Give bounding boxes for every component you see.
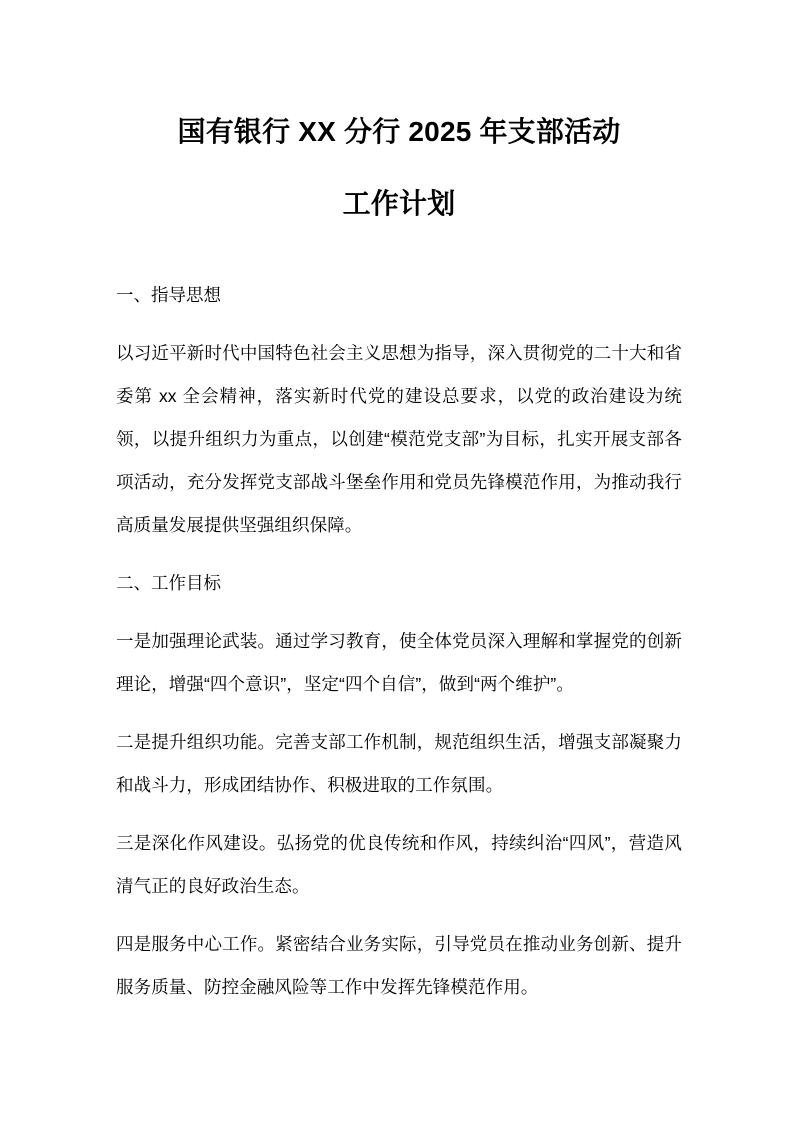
section-paragraph-work-objectives-3: 三是深化作风建设。弘扬党的优良传统和作风，持续纠治“四风”，营造风清气正的良好政治生态。: [116, 833, 682, 896]
section-paragraph-work-objectives-2: 二是提升组织功能。完善支部工作机制，规范组织生活，增强支部凝聚力和战斗力，形成团结协作、积极进取的工作氛围。: [116, 732, 682, 795]
page-title: [116, 96, 682, 240]
section-paragraph-work-objectives-4: 四是服务中心工作。紧密结合业务实际，引导党员在推动业务创新、提升服务质量、防控金融风险等工作中发挥先锋模范作用。: [116, 934, 682, 997]
page-title-line-2: 工作计划: [342, 188, 456, 219]
section-paragraph-guiding-ideology-1: 以习近平新时代中国特色社会主义思想为指导，深入贯彻党的二十大和省委第 xx 全会精神，落实新时代党的建设总要求，以党的政治建设为统领，以提升组织力为重点，以创建“模范党支部”为目标，扎实开展支部各项活动，充分发挥党支部战斗堡垒作用和党员先锋模范作用，为推动我行高质量发展提供坚强组织保障。: [116, 343, 682, 535]
section-paragraph-work-objectives-1: 一是加强理论武装。通过学习教育，使全体党员深入理解和掌握党的创新理论，增强“四个意识”，坚定“四个自信”，做到“两个维护”。: [116, 631, 682, 694]
section-heading-guiding-ideology: 一、指导思想: [116, 285, 221, 305]
page-title-line-1: 国有银行 XX 分行 2025 年支部活动: [177, 116, 621, 147]
document-body: [116, 96, 682, 1009]
section-heading-work-objectives: 二、工作目标: [116, 573, 221, 593]
